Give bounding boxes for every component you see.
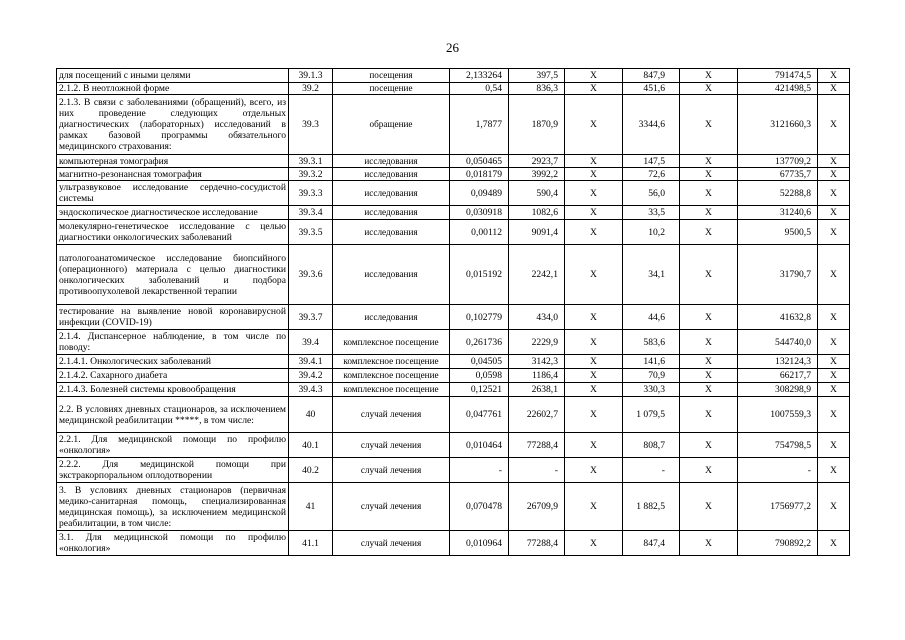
cell-code: 41.1 — [289, 531, 333, 556]
cell-norm: 0,010464 — [450, 433, 509, 458]
cell-x1: X — [565, 206, 623, 220]
cell-desc: 2.1.4.2. Сахарного диабета — [57, 369, 289, 383]
cell-total: 421498,5 — [738, 83, 818, 95]
cell-unit: случай лечения — [333, 483, 450, 531]
cell-x3: X — [818, 83, 850, 95]
cell-norm: 0,047761 — [450, 397, 509, 433]
cell-x3: X — [818, 369, 850, 383]
cell-total: 137709,2 — [738, 155, 818, 168]
cell-cost: 2638,1 — [509, 383, 565, 397]
cell-norm: 0,015192 — [450, 245, 509, 305]
cell-unit: посещение — [333, 83, 450, 95]
cell-norm: 0,12521 — [450, 383, 509, 397]
cell-norm: 0,00112 — [450, 220, 509, 245]
cell-code: 39.3.3 — [289, 181, 333, 206]
cell-unit: исследования — [333, 155, 450, 168]
cell-norm: 0,04505 — [450, 355, 509, 369]
cell-total: 132124,3 — [738, 355, 818, 369]
cell-x3: X — [818, 433, 850, 458]
cell-sum: - — [623, 458, 680, 483]
cell-code: 39.3.2 — [289, 168, 333, 181]
cell-sum: 56,0 — [623, 181, 680, 206]
table-row — [57, 220, 850, 245]
cell-sum: 1 882,5 — [623, 483, 680, 531]
cell-sum: 847,9 — [623, 69, 680, 83]
cell-unit: обращение — [333, 95, 450, 155]
cell-unit: случай лечения — [333, 531, 450, 556]
cell-cost: 836,3 — [509, 83, 565, 95]
cell-x3: X — [818, 397, 850, 433]
table-row — [57, 369, 850, 383]
cell-desc: 2.1.3. В связи с заболеваниями (обращений), всего, из них проведение следующих отдельных диагностических (лабораторных) исследований в рамках базовой программы обязательного медицинского страхования: — [57, 95, 289, 155]
cell-cost: 1186,4 — [509, 369, 565, 383]
cell-total: 790892,2 — [738, 531, 818, 556]
page-number: 26 — [446, 40, 459, 55]
table-row — [57, 181, 850, 206]
cell-x2: X — [680, 305, 738, 330]
cell-x2: X — [680, 483, 738, 531]
cell-desc: 2.1.4.3. Болезней системы кровообращения — [57, 383, 289, 397]
cell-norm: 0,070478 — [450, 483, 509, 531]
table-row — [57, 168, 850, 181]
cell-x1: X — [565, 383, 623, 397]
cell-total: 67735,7 — [738, 168, 818, 181]
cell-norm: - — [450, 458, 509, 483]
cell-sum: 583,6 — [623, 330, 680, 355]
table-row — [57, 155, 850, 168]
cell-norm: 0,018179 — [450, 168, 509, 181]
cell-x2: X — [680, 206, 738, 220]
table-row — [57, 95, 850, 155]
cell-x3: X — [818, 245, 850, 305]
cell-x1: X — [565, 220, 623, 245]
cell-x3: X — [818, 483, 850, 531]
cell-norm: 0,030918 — [450, 206, 509, 220]
cell-x2: X — [680, 458, 738, 483]
cell-code: 39.4 — [289, 330, 333, 355]
cell-x1: X — [565, 155, 623, 168]
cell-x3: X — [818, 206, 850, 220]
cell-sum: 44,6 — [623, 305, 680, 330]
cell-x3: X — [818, 383, 850, 397]
cell-total: 31790,7 — [738, 245, 818, 305]
cell-x1: X — [565, 330, 623, 355]
cell-x2: X — [680, 245, 738, 305]
cell-norm: 1,7877 — [450, 95, 509, 155]
cell-unit: исследования — [333, 181, 450, 206]
cell-cost: 2242,1 — [509, 245, 565, 305]
cell-desc: магнитно-резонансная томография — [57, 168, 289, 181]
cell-total: 66217,7 — [738, 369, 818, 383]
cell-x2: X — [680, 95, 738, 155]
cell-cost: 9091,4 — [509, 220, 565, 245]
cell-x3: X — [818, 69, 850, 83]
cell-unit: исследования — [333, 245, 450, 305]
cell-x1: X — [565, 245, 623, 305]
cell-x2: X — [680, 531, 738, 556]
cell-x1: X — [565, 181, 623, 206]
cell-x3: X — [818, 155, 850, 168]
cell-desc: для посещений с иными целями — [57, 69, 289, 83]
cell-x2: X — [680, 220, 738, 245]
cell-unit: исследования — [333, 206, 450, 220]
cell-norm: 0,54 — [450, 83, 509, 95]
cell-unit: посещения — [333, 69, 450, 83]
cell-cost: 1082,6 — [509, 206, 565, 220]
cell-unit: исследования — [333, 220, 450, 245]
cell-desc: 2.2.2. Для медицинской помощи при экстракорпоральном оплодотворении — [57, 458, 289, 483]
cell-code: 39.4.1 — [289, 355, 333, 369]
cell-x2: X — [680, 83, 738, 95]
table-row — [57, 330, 850, 355]
cell-cost: 2229,9 — [509, 330, 565, 355]
cell-sum: 1 079,5 — [623, 397, 680, 433]
cell-sum: 72,6 — [623, 168, 680, 181]
cell-unit: случай лечения — [333, 397, 450, 433]
cell-x2: X — [680, 181, 738, 206]
cell-unit: комплексное посещение — [333, 383, 450, 397]
cell-total: 791474,5 — [738, 69, 818, 83]
cell-desc: 2.2.1. Для медицинской помощи по профилю «онкология» — [57, 433, 289, 458]
cell-unit: случай лечения — [333, 433, 450, 458]
cell-sum: 33,5 — [623, 206, 680, 220]
cell-x1: X — [565, 458, 623, 483]
cell-total: 1756977,2 — [738, 483, 818, 531]
cell-x2: X — [680, 330, 738, 355]
cell-total: 754798,5 — [738, 433, 818, 458]
table-row — [57, 383, 850, 397]
cell-cost: 2923,7 — [509, 155, 565, 168]
cell-code: 39.4.3 — [289, 383, 333, 397]
cell-cost: 434,0 — [509, 305, 565, 330]
cell-code: 39.3.6 — [289, 245, 333, 305]
cell-unit: комплексное посещение — [333, 355, 450, 369]
cell-x1: X — [565, 69, 623, 83]
cell-code: 39.3.4 — [289, 206, 333, 220]
cell-code: 39.1.3 — [289, 69, 333, 83]
cell-x3: X — [818, 305, 850, 330]
cell-unit: комплексное посещение — [333, 330, 450, 355]
cell-total: 9500,5 — [738, 220, 818, 245]
cell-x3: X — [818, 458, 850, 483]
cell-code: 39.4.2 — [289, 369, 333, 383]
cell-cost: 397,5 — [509, 69, 565, 83]
table-row — [57, 355, 850, 369]
cell-desc: 2.1.4. Диспансерное наблюдение, в том числе по поводу: — [57, 330, 289, 355]
cell-desc: 3. В условиях дневных стационаров (первичная медико-санитарная помощь, специализированная медицинская помощь), за исключением медицинской реабилитации, в том числе: — [57, 483, 289, 531]
cell-total: 544740,0 — [738, 330, 818, 355]
table-row — [57, 433, 850, 458]
cell-x1: X — [565, 531, 623, 556]
cell-total: 41632,8 — [738, 305, 818, 330]
cell-total: 3121660,3 — [738, 95, 818, 155]
cell-x2: X — [680, 369, 738, 383]
table-row — [57, 397, 850, 433]
cell-x2: X — [680, 355, 738, 369]
table-row — [57, 206, 850, 220]
cell-sum: 3344,6 — [623, 95, 680, 155]
cell-norm: 2,133264 — [450, 69, 509, 83]
cell-norm: 0,0598 — [450, 369, 509, 383]
cell-x3: X — [818, 220, 850, 245]
cell-x3: X — [818, 330, 850, 355]
cell-desc: тестирование на выявление новой коронавирусной инфекции (COVID-19) — [57, 305, 289, 330]
cell-desc: ультразвуковое исследование сердечно-сосудистой системы — [57, 181, 289, 206]
table-row — [57, 83, 850, 95]
cell-desc: эндоскопическое диагностическое исследование — [57, 206, 289, 220]
cell-x3: X — [818, 531, 850, 556]
cell-cost: 1870,9 — [509, 95, 565, 155]
cell-sum: 141,6 — [623, 355, 680, 369]
cell-cost: 22602,7 — [509, 397, 565, 433]
cell-unit: случай лечения — [333, 458, 450, 483]
cell-desc: 2.2. В условиях дневных стационаров, за исключением медицинской реабилитации *****, в том числе: — [57, 397, 289, 433]
cell-sum: 847,4 — [623, 531, 680, 556]
cell-total: 308298,9 — [738, 383, 818, 397]
cell-desc: молекулярно-генетическое исследование с целью диагностики онкологических заболеваний — [57, 220, 289, 245]
cell-desc: 3.1. Для медицинской помощи по профилю «онкология» — [57, 531, 289, 556]
cell-x1: X — [565, 305, 623, 330]
cell-x1: X — [565, 369, 623, 383]
cell-norm: 0,050465 — [450, 155, 509, 168]
cell-x1: X — [565, 397, 623, 433]
table-row — [57, 245, 850, 305]
cell-total: 52288,8 — [738, 181, 818, 206]
cell-x2: X — [680, 433, 738, 458]
cell-sum: 808,7 — [623, 433, 680, 458]
cell-sum: 330,3 — [623, 383, 680, 397]
cell-sum: 147,5 — [623, 155, 680, 168]
table-row — [57, 531, 850, 556]
cell-cost: 77288,4 — [509, 433, 565, 458]
cell-norm: 0,102779 — [450, 305, 509, 330]
cell-code: 39.3.7 — [289, 305, 333, 330]
cell-desc: патологоанатомическое исследование биопсийного (операционного) материала с целью диагностики онкологических заболеваний и подбора противоопухолевой лекарственной терапии — [57, 245, 289, 305]
table-row — [57, 483, 850, 531]
cell-x1: X — [565, 355, 623, 369]
cell-total: - — [738, 458, 818, 483]
cell-x2: X — [680, 69, 738, 83]
cell-total: 1007559,3 — [738, 397, 818, 433]
cell-code: 41 — [289, 483, 333, 531]
cell-unit: комплексное посещение — [333, 369, 450, 383]
cell-cost: 590,4 — [509, 181, 565, 206]
table-row — [57, 305, 850, 330]
cell-sum: 70,9 — [623, 369, 680, 383]
cell-x1: X — [565, 95, 623, 155]
cell-code: 39.2 — [289, 83, 333, 95]
cell-x2: X — [680, 168, 738, 181]
cell-code: 39.3.1 — [289, 155, 333, 168]
cell-code: 40.2 — [289, 458, 333, 483]
cell-x3: X — [818, 95, 850, 155]
cell-sum: 34,1 — [623, 245, 680, 305]
cell-cost: - — [509, 458, 565, 483]
cell-x1: X — [565, 83, 623, 95]
cell-unit: исследования — [333, 168, 450, 181]
cell-cost: 26709,9 — [509, 483, 565, 531]
cell-sum: 451,6 — [623, 83, 680, 95]
cell-code: 40.1 — [289, 433, 333, 458]
cell-code: 40 — [289, 397, 333, 433]
table-row — [57, 69, 850, 83]
cell-x1: X — [565, 433, 623, 458]
cell-cost: 77288,4 — [509, 531, 565, 556]
data-table — [56, 68, 850, 556]
cell-cost: 3142,3 — [509, 355, 565, 369]
cell-x3: X — [818, 181, 850, 206]
cell-code: 39.3 — [289, 95, 333, 155]
cell-norm: 0,010964 — [450, 531, 509, 556]
cell-norm: 0,09489 — [450, 181, 509, 206]
cell-x2: X — [680, 383, 738, 397]
cell-cost: 3992,2 — [509, 168, 565, 181]
cell-unit: исследования — [333, 305, 450, 330]
cell-total: 31240,6 — [738, 206, 818, 220]
cell-desc: 2.1.2. В неотложной форме — [57, 83, 289, 95]
cell-desc: компьютерная томография — [57, 155, 289, 168]
cell-x2: X — [680, 155, 738, 168]
cell-x1: X — [565, 168, 623, 181]
cell-x3: X — [818, 168, 850, 181]
cell-x2: X — [680, 397, 738, 433]
cell-x1: X — [565, 483, 623, 531]
cell-code: 39.3.5 — [289, 220, 333, 245]
cell-norm: 0,261736 — [450, 330, 509, 355]
cell-desc: 2.1.4.1. Онкологических заболеваний — [57, 355, 289, 369]
table-row — [57, 458, 850, 483]
cell-x3: X — [818, 355, 850, 369]
cell-sum: 10,2 — [623, 220, 680, 245]
